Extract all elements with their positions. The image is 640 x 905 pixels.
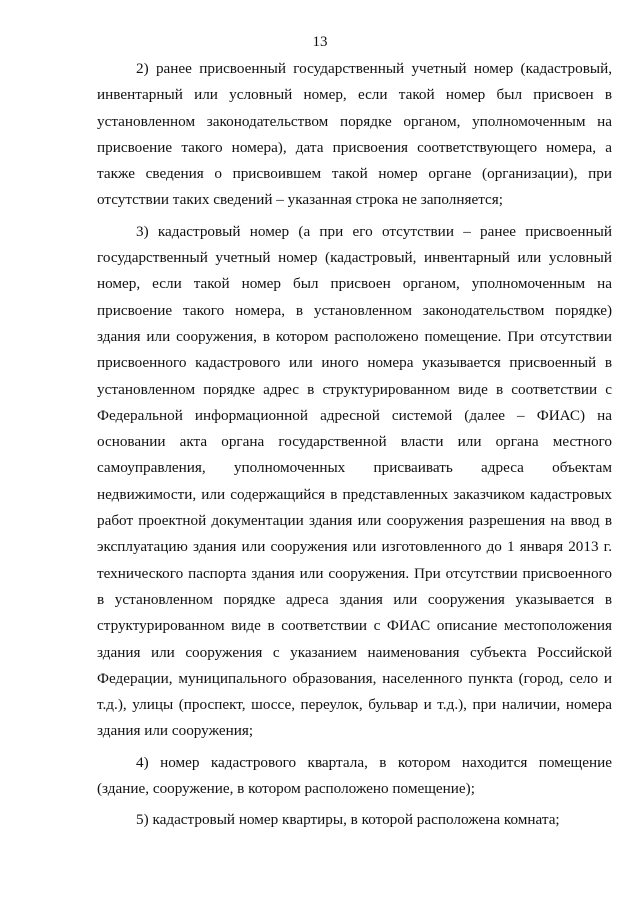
paragraph-item-5: 5) кадастровый номер квартиры, в которой расположена комната; <box>136 811 560 829</box>
paragraph-item-2: 2) ранее присвоенный государственный учетный номер (кадастровый, инвентарный или условный номер, если такой номер был присвоен в установленном законодательством порядке органом, уполномоченным на присвоение такого номера), дата присвоения соответствующего номера, а также сведения о присвоившем такой номер органе (организации), при отсутствии таких сведений – указанная строка не заполняется; <box>97 60 612 209</box>
paragraph-item-4: 4) номер кадастрового квартала, в котором находится помещение (здание, сооружение, в котором расположено помещение); <box>97 753 612 798</box>
document-body <box>97 56 612 834</box>
page-number: 13 <box>312 34 328 50</box>
paragraph-item-3: 3) кадастровый номер (а при его отсутствии – ранее присвоенный государственный учетный номер (кадастровый, инвентарный или условный номер, если такой номер был присвоен органом, уполномоченным на присвоение такого номера, в установленном законодательством порядке) здания или сооружения, в котором расположено помещение. При отсутствии присвоенного кадастрового или иного номера указывается присвоенный в установленном порядке адрес в структурированном виде в соответствии с Федеральной информационной адресной системой (далее – ФИАС) на основании акта органа государственной власти или органа местного самоуправления, уполномоченных присваивать адреса объектам недвижимости, или содержащийся в представленных заказчиком кадастровых работ проектной документации здания или сооружения разрешения на ввод в эксплуатацию здания или сооружения или изготовленного до 1 января 2013 г. технического паспорта здания или сооружения. При отсутствии присвоенного в установленном порядке адреса здания или сооружения указывается в структурированном виде в соответствии с ФИАС описание местоположения здания или сооружения с указанием наименования субъекта Российской Федерации, муниципального образования, населенного пункта (город, село и т.д.), улицы (проспект, шоссе, переулок, бульвар и т.д.), при наличии, номера здания или сооружения; <box>97 222 612 740</box>
